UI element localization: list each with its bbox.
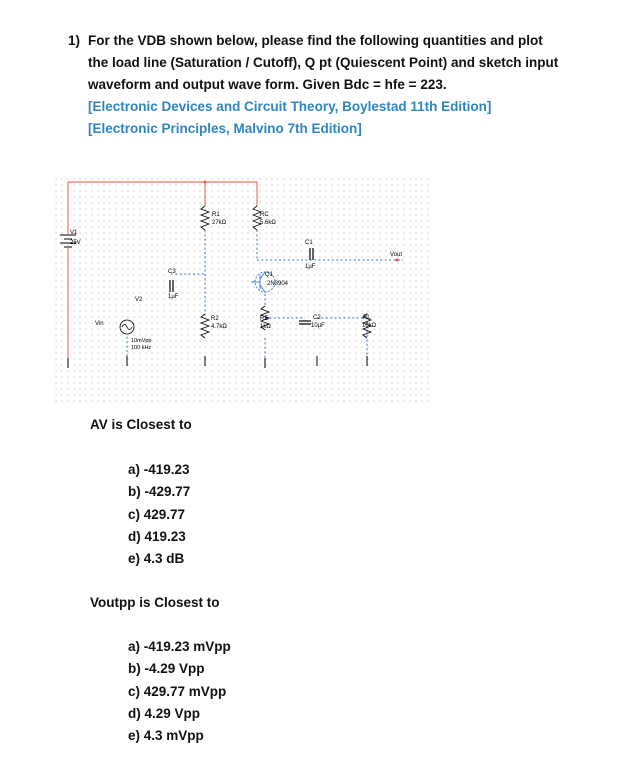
re-name: RE: [260, 316, 269, 322]
vout-option-c: c) 429.77 mVpp: [128, 683, 227, 699]
v2-frequency: 100 kHz: [131, 345, 152, 351]
schematic-grid: [55, 178, 430, 406]
re-value: 1kΩ: [260, 324, 271, 330]
av-options-list: [128, 459, 190, 570]
vout-option-b: b) -4.29 Vpp: [128, 661, 205, 677]
vout-question-prompt: Voutpp is Closest to: [90, 595, 220, 610]
vout-probe-icon: [396, 259, 399, 262]
c3-value: 1µF: [168, 294, 179, 300]
v1-name: V1: [70, 230, 78, 236]
av-question-prompt: AV is Closest to: [90, 417, 192, 432]
c1-name: C1: [305, 240, 313, 246]
question-number: 1): [68, 33, 81, 48]
vout-option-d: d) 4.29 Vpp: [128, 705, 201, 721]
q1-value: 2N3904: [267, 281, 289, 287]
c3-name: C3: [168, 269, 176, 275]
r2-value: 4.7kΩ: [211, 324, 227, 330]
c1-value: 1µF: [305, 264, 316, 270]
rl-name: RL: [363, 315, 371, 321]
r2-name: R2: [211, 316, 219, 322]
v1-value: 25V: [70, 240, 81, 246]
question-line-2: the load line (Saturation / Cutoff), Q pt (Quiescent Point) and sketch input: [88, 55, 559, 70]
av-option-a: a) -419.23: [128, 462, 190, 477]
vout-option-e: e) 4.3 mVpp: [128, 728, 204, 744]
vout-option-a: a) -419.23 mVpp: [128, 639, 231, 654]
q1-name: Q1: [265, 272, 274, 278]
rl-value: 10kΩ: [362, 323, 377, 329]
c2-value: 10µF: [311, 323, 325, 329]
r1-name: R1: [212, 212, 220, 218]
vout-options-list: [128, 636, 231, 747]
reference-boylestad: [Electronic Devices and Circuit Theory, Boylestad 11th Edition]: [88, 99, 492, 114]
rc-value: 5.6kΩ: [260, 220, 276, 226]
v2-name: V2: [135, 297, 143, 303]
av-option-e: e) 4.3 dB: [128, 551, 185, 567]
v2-amplitude: 10mVpp: [131, 338, 152, 344]
rc-name: RC: [260, 212, 269, 218]
question-line-3: waveform and output wave form. Given Bdc = hfe = 223.: [88, 77, 447, 92]
vin-label: Vin: [95, 321, 104, 327]
av-option-b: b) -429.77: [128, 484, 191, 500]
question-line-1: For the VDB shown below, please find the following quantities and plot: [88, 33, 543, 48]
av-option-d: d) 419.23: [128, 528, 186, 544]
vout-label: Vout: [390, 252, 403, 258]
circuit-schematic: [55, 178, 430, 406]
r1-value: 27kΩ: [212, 220, 227, 226]
reference-malvino: [Electronic Principles, Malvino 7th Edition]: [88, 121, 362, 136]
c2-name: C2: [313, 315, 321, 321]
av-option-c: c) 429.77: [128, 506, 186, 522]
